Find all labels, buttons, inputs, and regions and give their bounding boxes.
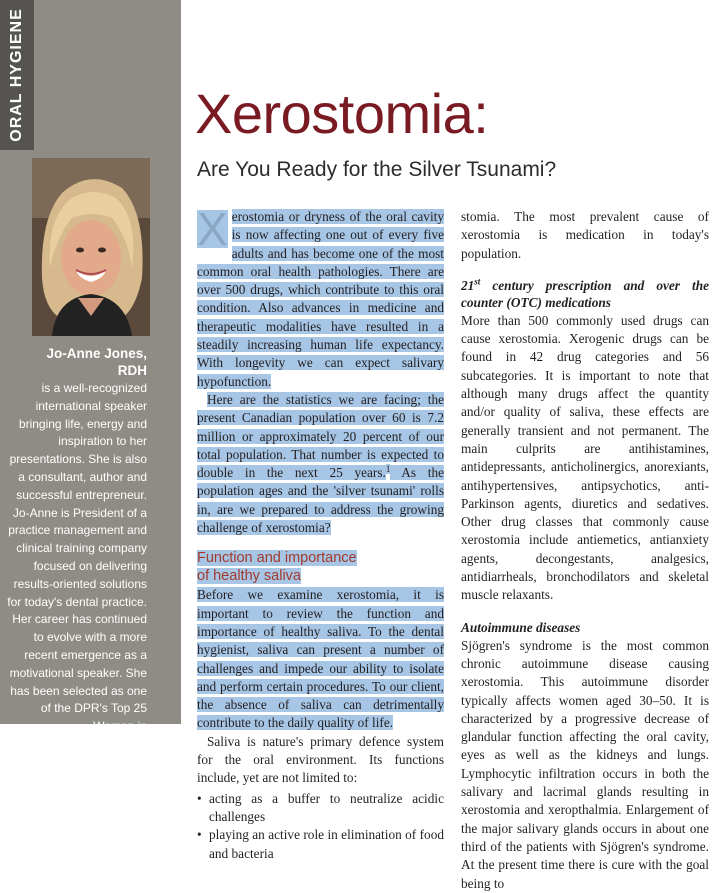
article-subtitle: Are You Ready for the Silver Tsunami? (197, 158, 557, 181)
section-label: ORAL HYGIENE (8, 8, 25, 142)
paragraph: More than 500 commonly used drugs can cause xerostomia. Xerogenic drugs can be found in 42 drug categories and 56 subcategories. It is important to note that although many drugs affect the quantity and/or quality of saliva, these effects are generally transient and not permanent. The main culprits are antihistamines, antidepressants, anticholinergics, anorexiants, antihypertensives, antipsychotics, anti-Parkinson agents, diuretics and sedatives. Other drug classes that commonly cause xerostomia include antiemetics, antianxiety agents, decongestants, analgesics, antidiarrheals, bronchodilators and skeletal muscle relaxants. (461, 312, 709, 603)
paragraph-text: erostomia or dryness of the oral cavity is now affecting one out of every five adults and has become one of the most common oral health pathologies. There are over 500 drugs, which contribute to this oral condition. Also advances in medicine and therapeutic modalities have resulted in a steadily increasing human life expectancy. With longevity we can expect salivary hypofunction. (197, 209, 444, 389)
paragraph (197, 203, 444, 391)
article (181, 0, 724, 891)
paragraph: stomia. The most prevalent cause of xerostomia is medication in today's population. (461, 209, 709, 261)
heading-line1: Function and importance (197, 550, 357, 567)
function-list (197, 790, 444, 863)
heading-text: century prescription and over the counter (OTC) medications (461, 277, 709, 310)
author-photo (32, 158, 150, 336)
author-bio-text: is a well-recognized international speaker bringing life, energy and inspiration to her presentations. She is also a consultant, author and successful entrepreneur. Jo-Anne is President of a practice management and clinical training company focused on delivering results-oriented solutions for today's dental practice. Her career has continued to evolve with a more recent emergence as a motivational speaker. She has been selected as one of the DPR's Top 25 Women in (7, 381, 147, 734)
author-name-line2: RDH (117, 363, 147, 378)
paragraph: Sjögren's syndrome is the most common chronic autoimmune disease causing xerostomia. This autoimmune disorder typically affects women aged 30–50. It is characterized by a progressive decrease of glandular function affecting the oral cavity, eyes as well as the kidneys and lungs. Lymphocytic infiltration occurs in both the salivary and lacrimal glands resulting in xerostomia and xeropthalmia. Enlargement of the major salivary glands occurs in about one third of the patients with Sjögren's syndrome. At the present time there is cure with the goal being to (461, 637, 709, 891)
section-heading: Autoimmune diseases (461, 619, 581, 635)
list-item: • acting as a buffer to neutralize acidic challenges (197, 790, 444, 827)
paragraph (197, 391, 444, 537)
footnote-ref: 1 (385, 463, 391, 474)
paragraph: Saliva is nature's primary defence system for the oral environment. Its functions include, yet are not limited to: (197, 733, 444, 786)
sidebar (0, 0, 181, 734)
heading-text: 21 (461, 277, 475, 293)
article-title: Xerostomia: (195, 82, 489, 145)
author-portrait-image (32, 158, 150, 336)
paragraph (197, 586, 444, 732)
section-heading (197, 549, 444, 585)
section-tab (0, 0, 34, 150)
heading-sup: st (474, 276, 481, 287)
column-right (461, 208, 709, 893)
author-name (2, 345, 147, 379)
column-left (197, 203, 445, 863)
paragraph-text: Before we examine xerostomia, it is important to review the function and importance of healthy saliva. To the dental hygienist, saliva can present a number of challenges and impede our ability to isolate and perform certain procedures. To our client, the absence of saliva can detrimentally contribute to the daily quality of life. (197, 587, 444, 731)
drop-cap: X (197, 203, 228, 255)
list-item: • playing an active role in elimination of food and bacteria (197, 826, 444, 863)
heading-line2: of healthy saliva (197, 568, 301, 585)
author-name-line1: Jo-Anne Jones, (46, 346, 147, 361)
paragraph-text: Here are the statistics we are facing; the present Canadian population over 60 is 7.2 million or approximately 20 percent of our total population. That number is expected to double in the next 25 years. (197, 391, 444, 481)
paragraph-text: As the population ages and the 'silver tsunami' rolls in, are we prepared to address the growing challenge of xerostomia? (197, 465, 445, 536)
author-bio (2, 345, 147, 736)
section-heading (461, 277, 709, 311)
